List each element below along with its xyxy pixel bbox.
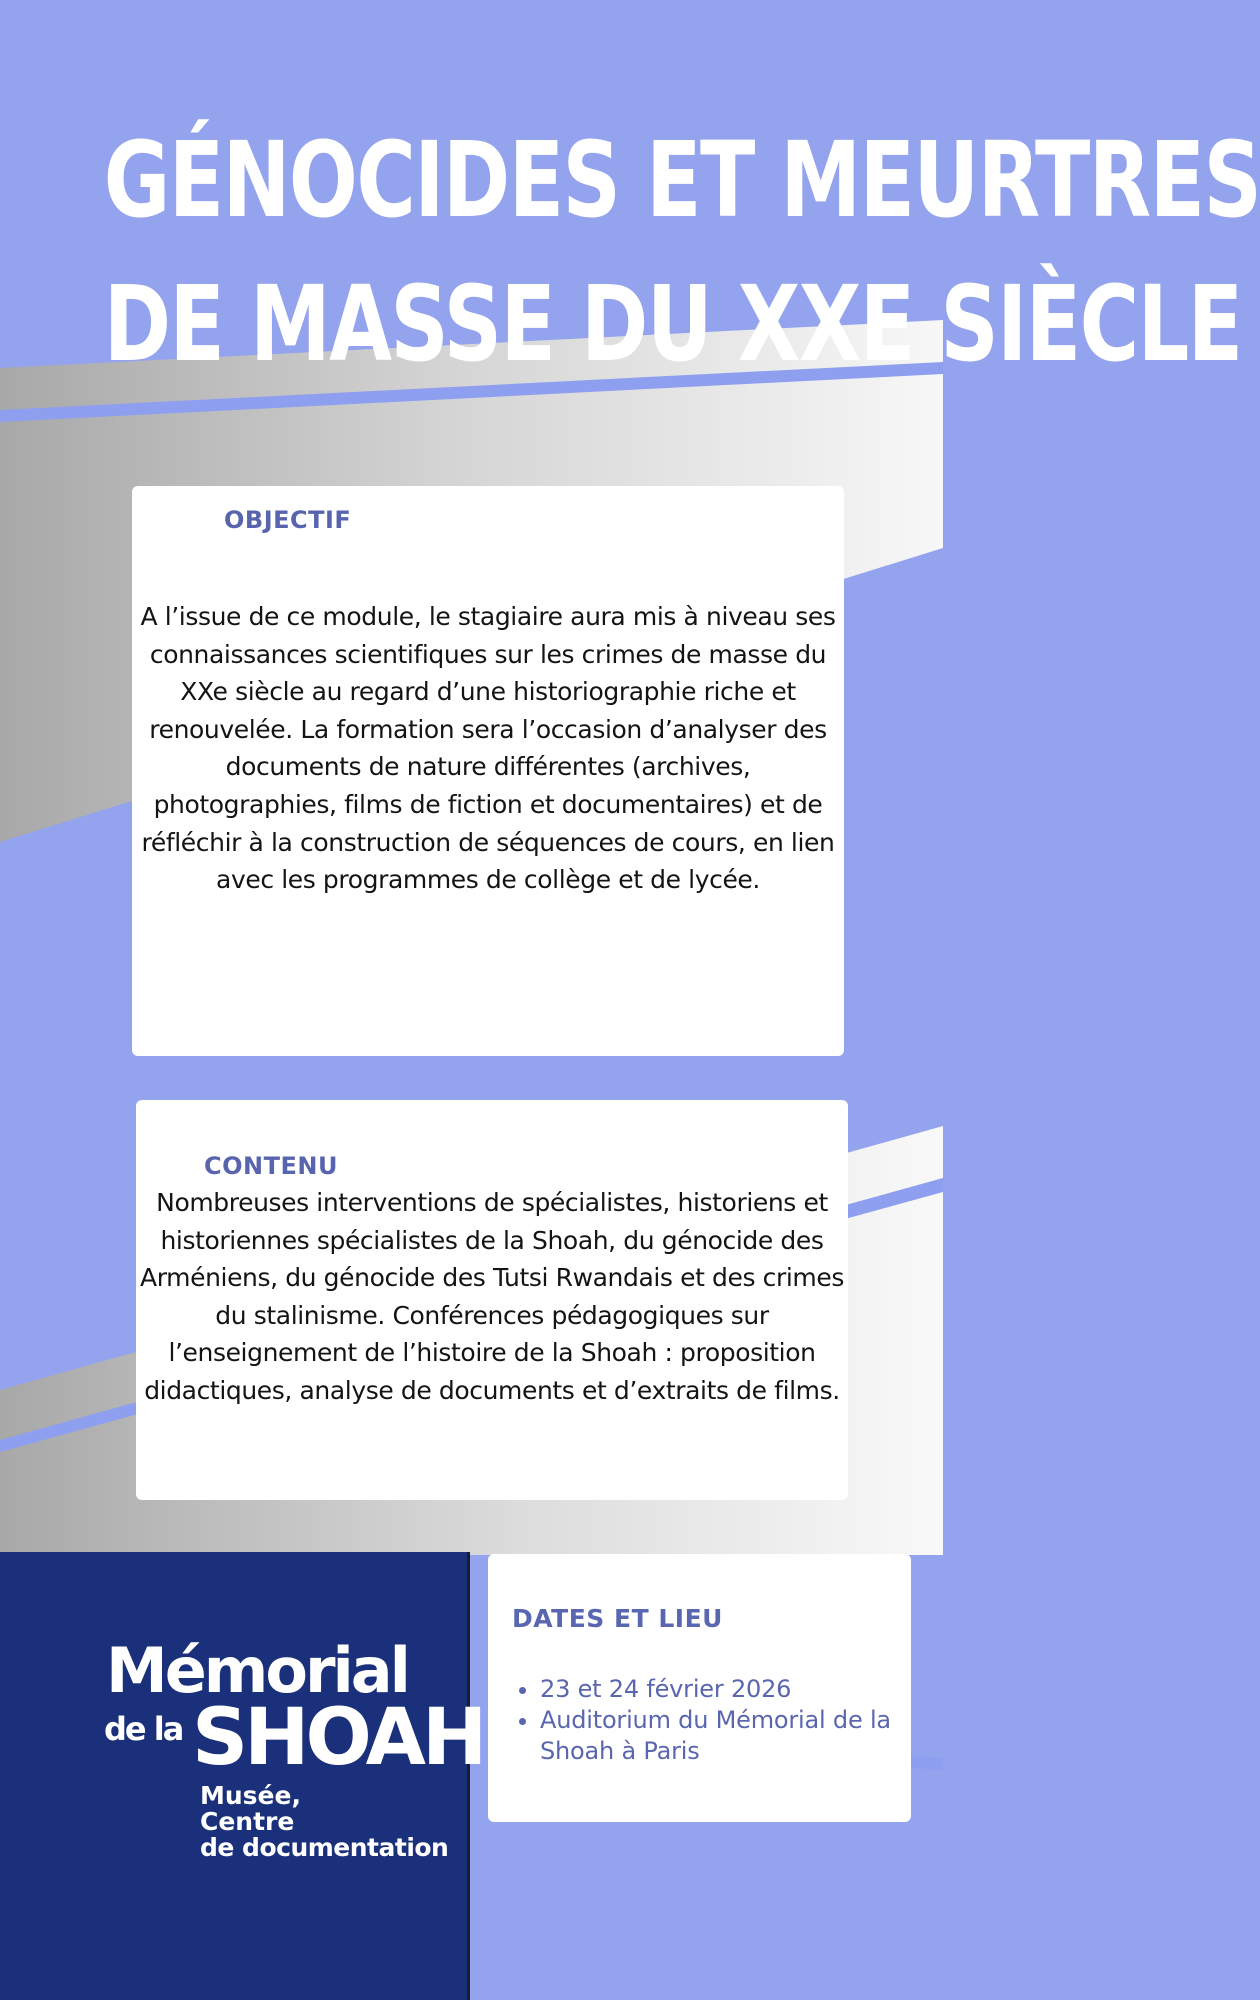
- objectif-card: [132, 486, 844, 1056]
- objectif-text: A l’issue de ce module, le stagiaire aura mis à niveau ses connaissances scientifiques sur les crimes de masse du XXe siècle au regard d’une historiographie riche et renouvelée. La formation sera l’occasion d’analyser des documents de nature différentes (archives, photographies, films de fiction et documentaires) et de réfléchir à la construction de séquences de cours, en lien avec les programmes de collège et de lycée.: [140, 602, 836, 895]
- dates-card: [488, 1554, 911, 1822]
- page-title-line-1: GÉNOCIDES ET MEURTRES: [103, 119, 1260, 241]
- blue-accent-right: [911, 1756, 943, 1770]
- dates-list: [512, 1674, 904, 1767]
- contenu-card: [136, 1100, 848, 1500]
- memorial-shoah-logo: [102, 1628, 484, 1918]
- logo-text-memorial: Mémorial: [106, 1634, 408, 1707]
- contenu-heading: CONTENU: [204, 1152, 338, 1180]
- logo-text-musee: Musée,: [200, 1781, 301, 1810]
- logo-text-documentation: de documentation: [200, 1833, 449, 1862]
- page-title-line-2: DE MASSE DU XXE SIÈCLE: [103, 263, 1242, 385]
- logo-text-de-la: de la: [104, 1710, 183, 1748]
- date-item: • 23 et 24 février 2026: [540, 1674, 904, 1705]
- objectif-heading: OBJECTIF: [224, 506, 352, 534]
- contenu-text: Nombreuses interventions de spécialistes, historiens et historiennes spécialistes de la Shoah, du génocide des Arméniens, du génocide des Tutsi Rwandais et des crimes du stalinisme. Conférences pédagogiques sur l’enseignement de l’histoire de la Shoah : proposition didactiques, analyse de documents et d’extraits de films.: [140, 1188, 844, 1405]
- logo-text-shoah: SHOAH: [192, 1693, 484, 1783]
- dates-heading: DATES ET LIEU: [512, 1604, 723, 1633]
- logo-text-centre: Centre: [200, 1807, 295, 1836]
- location-item: • Auditorium du Mémorial de la Shoah à Paris: [540, 1705, 904, 1767]
- logo-panel: [0, 1552, 484, 2000]
